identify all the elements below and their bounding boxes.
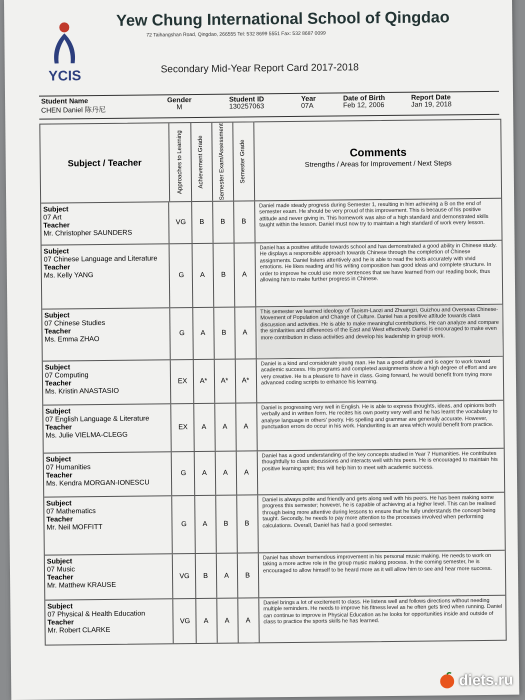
student-name-label: Student Name [41,98,89,106]
subject-teacher-cell [41,202,169,244]
teacher-label: Teacher [45,472,73,480]
subject-teacher-header: Subject / Teacher [40,123,170,202]
semester-grade: A* [235,359,257,402]
approaches-grade: G [171,244,194,307]
approaches-grade: G [171,308,194,359]
apple-icon [438,671,456,689]
dob-block [343,95,385,109]
subject-name: 07 Humanities [45,464,91,472]
teacher-label: Teacher [44,328,71,336]
achievement-grade: A [195,599,217,643]
approaches-grade: EX [172,404,194,451]
comment-text: Daniel is always polite and friendly and gets along well with his peers. He has been making some progress this semester; however, he is capable of achieving at a higher level. This can be realised through being more attentive during lessons to ensure that he fully understands the concept being taught. Secondly, he needs to pay more attention to the processes involved when performing calculations. Overall, Daniel has had a good semester. [262,494,496,529]
student-name: CHEN Daniel 陈丹尼 [41,106,106,115]
achievement-header [190,123,213,201]
subject-teacher-cell [45,554,173,599]
approaches-grade: G [173,496,196,553]
subject-teacher-cell [45,599,173,644]
subject-name: 07 Mathematics [46,508,96,516]
table-row [42,241,503,310]
table-row [44,493,505,556]
semester-exam-grade: A* [214,360,236,403]
report-date-label: Report Date [411,94,451,102]
achievement-header-text: Achievement Grade [197,135,204,189]
approaches-grade: G [173,452,195,495]
report-title: Secondary Mid-Year Report Card 2017-2018 [160,62,359,76]
achievement-grade: A [192,244,215,307]
approaches-grade: EX [172,360,194,403]
subject-teacher-cell [42,308,171,360]
subject-name: 07 Art [43,214,62,222]
subject-label: Subject [43,206,69,214]
achievement-grade: A [194,452,216,495]
table-row [45,596,505,645]
school-crest-icon [42,17,87,67]
student-id-label: Student ID [229,96,265,104]
subject-teacher-cell [42,244,171,308]
report-date-value: Jan 19, 2018 [411,101,452,109]
school-address: 72 Taihangshan Road, Qingdao, 266555 Tel: 532 8699 5551 Fax: 532 8687 0099 [146,30,326,39]
semester-exam-grade: B [213,308,236,359]
semester-grade: A [234,243,257,306]
comment-text: Daniel brings a lot of excitement to class. He listens well and follows directions without needing multiple reminders. He needs to improve his fitness level as he often gets tired when running. Daniel can continue to improve in Physical Education as he looks for opportunities inside and outside of class to practice the sports skills he has learned. [263,597,503,626]
subject-name: 07 English Language & Literature [45,415,150,424]
achievement-grade: A [192,308,215,359]
report-card-page [4,0,519,700]
approaches-header-text: Approaches to Learning [176,130,184,195]
year-value: 07A [301,102,314,110]
subject-name: 07 Computing [44,372,89,380]
table-body [41,199,506,645]
teacher-name: Ms. Emma ZHAO [44,336,100,344]
semester-grade-header [232,122,255,200]
teacher-name: Ms. Kelly YANG [43,272,94,280]
approaches-grade: VG [174,554,196,598]
subject-name: 07 Music [46,566,76,574]
watermark [438,671,513,690]
teacher-name: Mr. Christopher SAUNDERS [43,229,133,238]
subject-teacher-cell [44,452,172,496]
school-logo [42,17,87,87]
gender-label: Gender [167,97,192,105]
semester-grade: A [236,451,258,494]
subject-teacher-cell [43,404,171,452]
subject-teacher-cell [44,496,173,554]
comment-text: Daniel is a kind and considerate young man. He has a good attitude and is eager to work toward academic success. His programs and completed assignments show a high degree of effort and are very creative. He is a pleasure to have in class. Going forward, he would benefit from trying more advanced coding scripts to enhance his learning. [260,358,497,387]
subject-label: Subject [46,558,73,566]
approaches-header [169,123,192,201]
approaches-grade: VG [174,599,196,643]
semester-grade-header-text: Semester Grade [239,139,246,184]
table-row [43,357,503,406]
subject-name: 07 Physical & Health Education [47,610,146,619]
report-date-block [411,94,452,108]
table-row [42,305,503,362]
semester-grade: A [235,403,257,450]
teacher-label: Teacher [47,574,74,582]
table-row [45,551,505,601]
subject-label: Subject [47,603,73,611]
achievement-grade: A* [193,360,215,403]
teacher-name: Mr. Robert CLARKE [47,626,111,635]
subject-label: Subject [44,312,70,320]
semester-exam-header [211,123,234,201]
subject-name: 07 Chinese Studies [44,319,106,328]
comments-header [255,120,501,201]
subject-label: Subject [43,248,69,256]
subject-label: Subject [45,456,72,464]
comment-text: Daniel has shown tremendous improvement in his personal music making. He needs to work on taking a more active role in the group music making process. In the coming semester, he is encouraged to allow himself to be heard more as it will allow him to see and hear more success. [262,552,492,575]
gender-block [167,97,192,111]
comment-text: Daniel has a positive attitude towards school and has demonstrated a good ability in Chinese study. He displays a responsible approach towards Chinese through the completion of Chinese assignments. Daniel listens attentively and he is able to read the texts accurately with vivid emotions. He likes reading and his writing composition has good ideas and complete structure. In order to improve he could use more sentences that we have learned from our reading book, thus allowing him to make further progress in Chinese. [259,242,497,284]
year-label: Year [301,95,316,103]
semester-exam-grade: B [213,244,236,307]
semester-grade: B [236,495,259,552]
student-id-value: 130257063 [229,103,265,111]
year-block [301,96,316,110]
student-id-block [229,96,264,110]
semester-grade: A [237,598,259,642]
table-row [44,449,504,498]
teacher-name: Mr. Matthew KRAUSE [47,581,117,590]
achievement-grade: B [195,554,217,598]
watermark-text: diets.ru [458,671,514,689]
achievement-grade: B [191,202,213,243]
achievement-grade: A [193,404,215,451]
student-name-block [41,98,106,116]
table-header [40,120,501,204]
teacher-label: Teacher [45,424,72,432]
semester-exam-grade: B [215,496,238,553]
grades-table [39,119,506,646]
subject-label: Subject [45,408,71,416]
comment-text: This semester we learned ideology of Taoism-Laozi and Zhuangzi, Guizhou and Overseas Chinese-Movement of Population and Change of Culture. Daniel has a positive attitude towards class discussion and activities. He is able to make meaningful contributions. He can analyze and compare the similarities and differences of the East and West effectively. Daniel is encouraged to make even more contribution in class activities and develop his leadership in group work. [257,305,503,359]
comment-text: Daniel is progressing very well in English. He is able to express thoughts, ideas, and opinions both verbally and in written form. He recites his own poetry very well and he has learnt the vocabulary to analyse language in others' poetry. His spelling and grammar are generally accurate. However, punctuation errors do occur in his work. Handwriting is an area which would benefit from practice. [261,402,498,431]
table-row [43,401,503,454]
semester-exam-grade: B [212,202,234,243]
subject-name: 07 Chinese Language and Literature [43,255,158,264]
comment-text: Daniel has a good understanding of the key concepts studied in Year 7 Humanities. He contributes thoughtfully to class discussions and interacts well with his peers. He is encouraged to maintain his positive learning spirit; this will help him to meet with academic success. [261,450,498,473]
school-name: Yew Chung International School of Qingdao [116,9,450,30]
semester-exam-grade: A [216,599,238,643]
table-row [41,199,501,246]
logo-text: YCIS [48,67,82,84]
dob-value: Feb 12, 2006 [343,102,385,110]
achievement-grade: A [194,496,217,553]
semester-exam-header-text: Semester Exam/Assessment [218,123,226,201]
semester-grade: A [234,307,257,358]
teacher-name: Ms. Kendra MORGAN-IONESCU [46,479,150,488]
teacher-label: Teacher [47,619,74,627]
teacher-label: Teacher [44,380,72,388]
comments-subtitle: Strengths / Areas for Improvement / Next Steps [304,160,452,169]
gender-value: M [176,104,183,112]
approaches-grade: VG [170,202,192,243]
comment-text: Daniel made steady progress during Semester 1, resulting in him achieving a B on the end of semester exam. He should be very proud of this improvement. This is because of his positive attitude and never giving in. This homework was also of a high standard and demonstrated skills taught within the lesson. Daniel must now try to maintain a high standard of work every lesson. [259,201,489,229]
teacher-label: Teacher [46,516,73,524]
student-info [39,91,499,120]
teacher-label: Teacher [43,264,71,272]
comments-title: Comments [349,146,407,160]
subject-label: Subject [44,364,71,372]
subject-label: Subject [46,500,72,508]
dob-label: Date of Birth [343,95,386,103]
semester-exam-grade: A [214,404,236,451]
semester-grade: B [233,201,255,242]
teacher-name: Mr. Neil MOFFITT [46,523,103,532]
teacher-label: Teacher [43,222,70,230]
subject-teacher-cell [43,360,171,404]
semester-grade: B [237,553,259,597]
semester-exam-grade: A [216,554,238,598]
teacher-name: Ms. Julie VIELMA-CLEGG [45,431,128,440]
teacher-name: Ms. Kristin ANASTASIO [45,387,119,396]
semester-exam-grade: A [215,452,237,495]
